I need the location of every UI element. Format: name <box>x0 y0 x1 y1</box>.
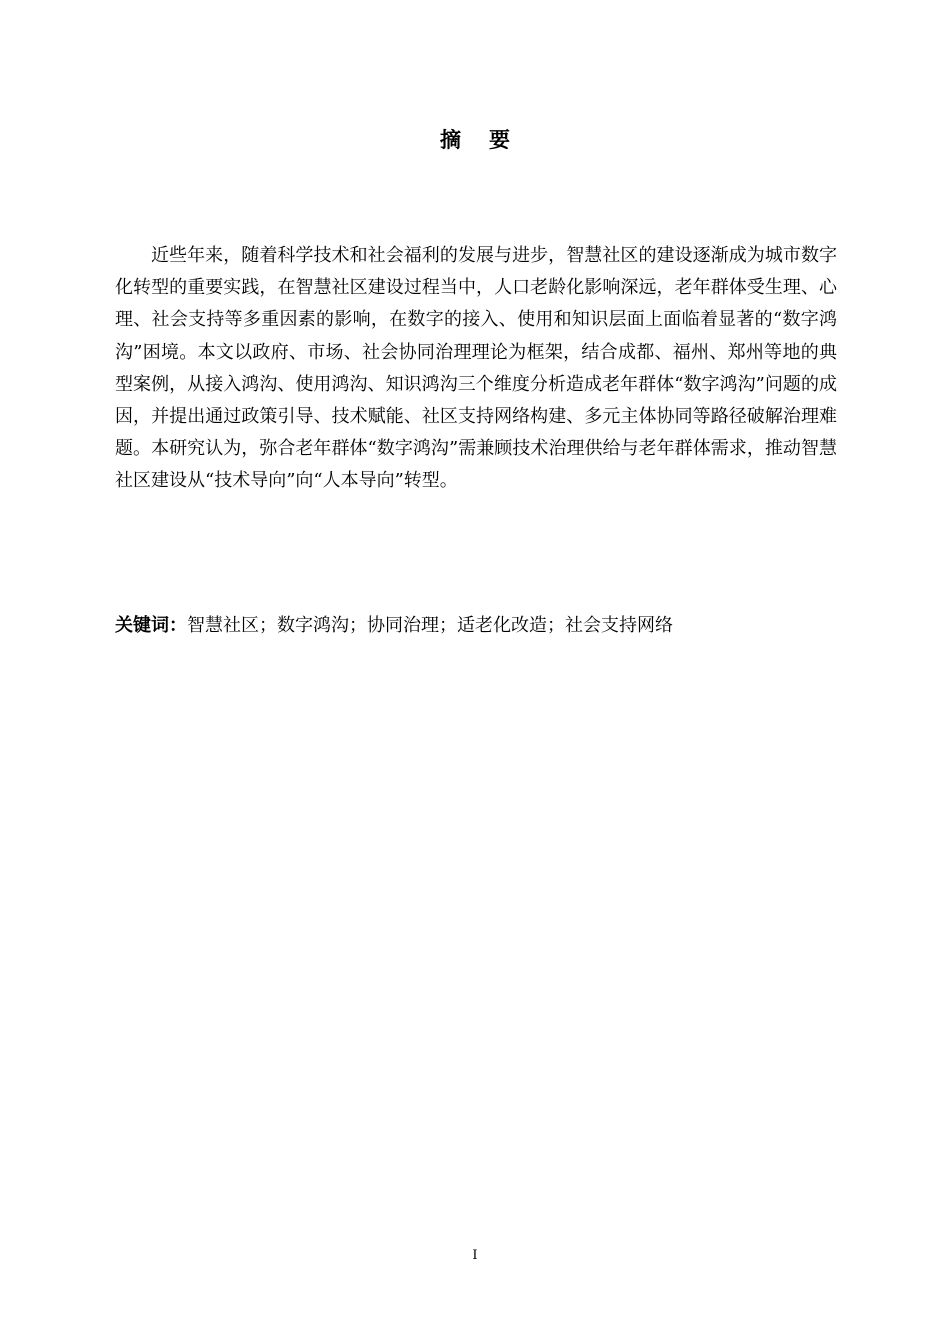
page-number: I <box>472 1248 478 1263</box>
abstract-title: 摘要 <box>440 128 538 152</box>
keywords-label: 关键词： <box>115 615 187 636</box>
abstract-body: 近些年来，随着科学技术和社会福利的发展与进步，智慧社区的建设逐渐成为城市数字化转型的重要实践，在智慧社区建设过程当中，人口老龄化影响深远，老年群体受生理、心理、社会支持等多重因素的影响，在数字的接入、使用和知识层面上面临着显著的“数字鸿沟”困境。本文以政府、市场、社会协同治理理论为框架，结合成都、福州、郑州等地的典型案例，从接入鸿沟、使用鸿沟、知识鸿沟三个维度分析造成老年群体“数字鸿沟”问题的成因，并提出通过政策引导、技术赋能、社区支持网络构建、多元主体协同等路径破解治理难题。本研究认为，弥合老年群体“数字鸿沟”需兼顾技术治理供给与老年群体需求，推动智慧社区建设从“技术导向”向“人本导向”转型。 <box>115 245 837 492</box>
keywords-line <box>115 612 837 640</box>
keywords-value: 智慧社区；数字鸿沟；协同治理；适老化改造；社会支持网络 <box>187 615 673 636</box>
